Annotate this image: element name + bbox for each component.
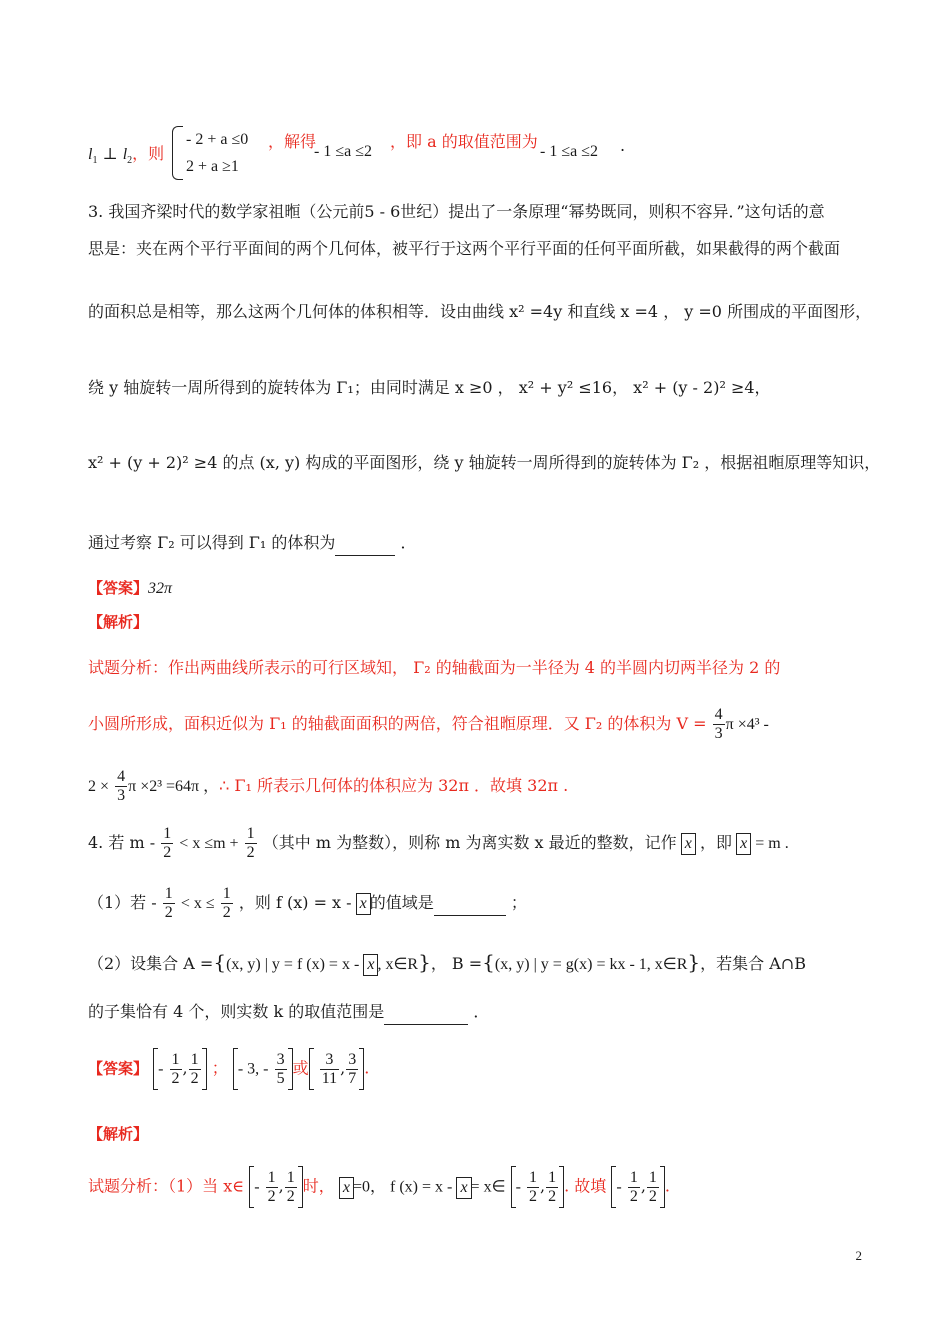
round-bracket-x-3: x: [357, 893, 370, 915]
q4-analysis-tag-line: [88, 1122, 880, 1146]
q4-analysis-tag: 【解析】: [88, 1125, 149, 1143]
l2-symbol: l: [122, 146, 128, 163]
q3-analysis-3-red: ∴ Γ₁ 所表示几何体的体积应为 32π ．故填 32π .: [219, 776, 569, 795]
q4-b1-pre: 试题分析：（1）当 x∈: [88, 1176, 245, 1196]
q3-analysis-line-1: 试题分析：作出两曲线所表示的可行区域知， Γ₂ 的轴截面为一半径为 4 的半圆内切两半径为 2 的: [88, 658, 781, 677]
b1-frac-5: $\frac{1}{2}$: [629, 1168, 638, 1205]
q4-line-1: [88, 825, 880, 875]
fraction-1-2-d: $\frac{1}{2}$: [222, 885, 231, 921]
round-bracket-x-6: x: [457, 1177, 470, 1199]
q4-p1-post: ，则 f (x) = x -: [238, 893, 352, 912]
q4-p1-mid: < x ≤: [180, 895, 215, 912]
fraction-1-2: $\frac{1}{2}$: [163, 825, 172, 861]
q3-analysis-3-post: π ×2³ =64π ，: [128, 778, 220, 795]
q4-p2-b: (x, y) | y = g(x) = kx - 1, x∈R: [494, 956, 688, 973]
ans-frac-3: $\frac{3}{5}$: [276, 1050, 285, 1087]
b1-frac-6: $\frac{1}{2}$: [648, 1168, 657, 1205]
interval-open-3: [309, 1048, 314, 1090]
result-1: - 1 ≤a ≤2: [314, 143, 372, 160]
q3-answer-blank: [335, 531, 395, 556]
fraction-4-3-b: $\frac{4}{3}$: [117, 768, 126, 804]
q3-answer-value: 32π: [148, 580, 173, 597]
q3-line-1: 3. 我国齐梁时代的数学家祖暅（公元前5 - 6世纪）提出了一条原理“幂势既同，则积不容异．”这句话的意: [88, 202, 825, 221]
q3-analysis-2-tail: π ×4³ -: [725, 716, 769, 733]
q4-b1-mid2: =0， f (x) = x -: [352, 1178, 453, 1196]
round-bracket-x-5: x: [340, 1177, 353, 1199]
q4-part-2-line-2: [88, 1000, 880, 1025]
q3-line-2: 思是：夹在两个平行平面间的两个几何体，被平行于这两个平行平面的任何平面所截，如果截得的两个截面: [88, 239, 841, 258]
round-bracket-x-2: x: [737, 833, 750, 855]
b1-frac-1: $\frac{1}{2}$: [267, 1168, 276, 1205]
ans-neg3: - 3, -: [237, 1060, 269, 1078]
q4-part-1: [88, 885, 880, 935]
q3-line-3: 的面积总是相等，那么这两个几何体的体积相等．设由曲线 x² =4y 和直线 x =4 ， y =0 所围成的平面图形，: [88, 302, 872, 321]
l1-symbol: l: [88, 146, 93, 163]
ans-frac-2: $\frac{1}{2}$: [190, 1050, 199, 1087]
q4-p1-blank: [434, 891, 506, 916]
q3-analysis-line-3: [88, 768, 880, 818]
q4-line1-mid: < x ≤m +: [179, 835, 239, 852]
q3-line-5: x² + (y + 2)² ≥4 的点 (x, y) 构成的平面图形，绕 y 轴旋转一周所得到的旋转体为 Γ₂ ，根据祖暅原理等知识，: [88, 453, 881, 472]
fraction-1-2-c: $\frac{1}{2}$: [164, 885, 173, 921]
q3-line-4: 绕 y 轴旋转一周所得到的旋转体为 Γ₁；由同时满足 x ≥0 ， x² + y² ≤16， x² + (y - 2)² ≥4，: [88, 378, 771, 397]
q3-analysis-tag-line: [88, 610, 880, 634]
ans-frac-1: $\frac{1}{2}$: [171, 1050, 180, 1087]
q4-p2-line2: 的子集恰有 4 个，则实数 k 的取值范围是: [88, 1002, 385, 1021]
q3-analysis-3-pre: 2 ×: [88, 778, 110, 795]
b1-frac-3: $\frac{1}{2}$: [529, 1168, 538, 1205]
q3-analysis-2-text: 小圆所形成，面积近似为 Γ₁ 的轴截面面积的两倍，符合祖暅原理．又 Γ₂ 的体积为 V =: [88, 714, 707, 733]
page-number: 2: [855, 1248, 862, 1263]
q4-b1-mid: 时，: [302, 1176, 335, 1196]
then-text: ，则: [132, 144, 165, 163]
intro-line: $l_1$ ⊥ $l_2$，则 - 2 + a ≤0 2 + a ≥1 ，解得 - 1 ≤a ≤2 ，即 a 的取值范围为 - 1 ≤a ≤2 .: [88, 128, 880, 178]
end-dot: .: [620, 136, 626, 155]
q4-p2-pre: （2）设集合 A =: [88, 954, 214, 973]
range-text: ，即 a 的取值范围为: [390, 132, 538, 151]
b1-frac-2: $\frac{1}{2}$: [286, 1168, 295, 1205]
q4-p1-pre: （1）若 -: [88, 893, 157, 912]
q3-analysis-line-2: [88, 706, 880, 756]
q4-b1-mid3: = x∈: [470, 1178, 506, 1196]
q3-line-6-end: ．: [395, 533, 417, 552]
ans-dot: .: [364, 1058, 370, 1078]
fraction-1-2-b: $\frac{1}{2}$: [246, 825, 255, 861]
result-2: - 1 ≤a ≤2: [540, 143, 598, 160]
ans-semi: ；: [211, 1058, 228, 1078]
system-brace: [172, 126, 183, 180]
q4-b1-end: .: [664, 1176, 671, 1196]
q4-line1-post: （其中 m 为整数），则称 m 为离实数 x 最近的整数，记作: [262, 833, 677, 852]
b1-frac-4: $\frac{1}{2}$: [548, 1168, 557, 1205]
round-bracket-x-4: x: [364, 954, 377, 976]
system-line-2: 2 + a ≥1: [186, 158, 239, 175]
q4-p2-post: ，若集合 A∩B: [700, 954, 806, 973]
q4-p2-a2: , x∈R: [377, 956, 419, 973]
q4-p1-semi: ；: [510, 893, 527, 912]
interval-close: [202, 1048, 207, 1090]
system-line-1: - 2 + a ≤0: [186, 131, 249, 148]
q4-p2-mid: ， B =: [430, 954, 483, 973]
ans-frac-5: $\frac{3}{7}$: [348, 1050, 357, 1087]
q4-p2-a: (x, y) | y = f (x) = x -: [226, 956, 360, 973]
q4-p2-line2-end: ．: [473, 1002, 490, 1021]
q4-p1-end: 的值域是: [369, 893, 434, 912]
perp-symbol: ⊥: [102, 144, 118, 163]
solve-text: ，解得: [268, 132, 317, 151]
q3-line-6-text: 通过考察 Γ₂ 可以得到 Γ₁ 的体积为: [88, 533, 336, 552]
q4-b1-post: . 故填: [564, 1176, 607, 1196]
q3-answer-tag: 【答案】: [88, 579, 149, 597]
q3-analysis-tag: 【解析】: [88, 613, 149, 631]
fraction-4-3: $\frac{4}{3}$: [714, 706, 723, 742]
q3-answer-line: [88, 576, 880, 601]
round-bracket-x: x: [682, 833, 695, 855]
q4-line1-end: ，即: [699, 833, 732, 852]
q4-answer-tag: 【答案】: [88, 1059, 149, 1078]
ans-or: 或: [292, 1058, 309, 1078]
q4-analysis-line-1: 试题分析：（1）当 x∈ - $\frac{1}{2}$ , $\frac{1}{2}$ 时， x =0， f (x) = x - x = x∈ - $\frac{1}{2}$ , $\frac{1}{2}$ . 故填 - $\frac{1}{2}$ , $\frac{1}{2}$ .: [88, 1166, 880, 1216]
q4-p2-blank: [384, 1000, 468, 1025]
ans-frac-4: $\frac{3}{11}$: [321, 1050, 338, 1087]
q4-line1-pre: 4. 若 m -: [88, 833, 156, 852]
q4-answer-line: 【答案】 - $\frac{1}{2}$ , $\frac{1}{2}$ ； - 3, - $\frac{3}{5}$ 或 $\frac{3}{11}$ , $\frac{3}{7}$ .: [88, 1048, 880, 1098]
q3-line-6: [88, 531, 880, 556]
q4-line1-end2: = m .: [755, 835, 789, 852]
q4-part-2: （2）设集合 A ={(x, y) | y = f (x) = x - x , x∈R}， B ={(x, y) | y = g(x) = kx - 1, x∈R}，若集合 A∩B: [88, 950, 806, 974]
